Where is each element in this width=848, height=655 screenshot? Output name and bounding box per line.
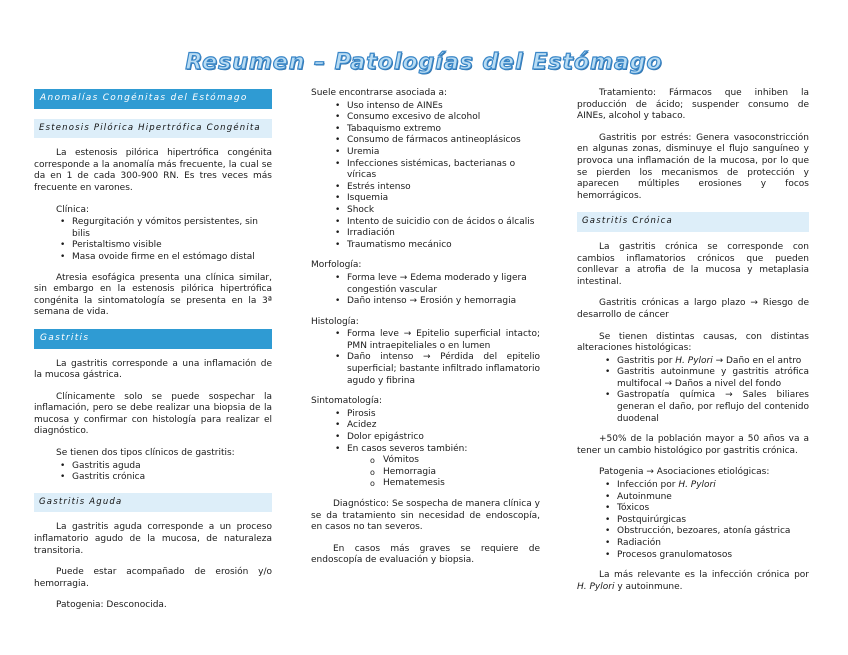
paragraph-aguda-1: La gastritis aguda corresponde a un proceso inflamatorio agudo de la mucosa, de naturaleza transitoria. (34, 522, 272, 556)
paragraph-gastritis-2: Clínicamente solo se puede sospechar la inflamación, pero se debe realizar una biopsia de la mucosa y confirmar con histología para realizar el diagnóstico. (34, 391, 272, 437)
paragraph-patogenia: Patogenia: Desconocida. (56, 600, 167, 611)
label-morfologia: Morfología: (311, 260, 362, 271)
list-item: • Irradiación (347, 228, 540, 240)
section-header-gastritis: Gastritis (34, 329, 272, 349)
paragraph-tratamiento: Tratamiento: Fármacos que inhiben la producción de ácido; suspender consumo de AINEs, alcohol y tabaco. (577, 88, 809, 122)
list-item: • Gastritis crónica (72, 472, 272, 484)
list-item: • Infecciones sistémicas, bacterianas o víricas (347, 159, 540, 182)
list-item: • Uso intenso de AINEs (347, 101, 540, 113)
list-item: • Pirosis (347, 409, 540, 421)
paragraph-relevante: La más relevante es la infección crónica por H. Pylori y autoinmune. (577, 570, 809, 592)
list-item: • Procesos granulomatosos (617, 550, 809, 562)
subsection-header-estenosis: Estenosis Pilórica Hipertrófica Congénita (34, 119, 272, 139)
list-item: • Peristaltismo visible (72, 240, 272, 252)
label-patogenia: Patogenia → Asociaciones etiológicas: (599, 467, 770, 478)
list-histologia (311, 329, 540, 387)
paragraph-causas: Se tienen distintas causas, con distintas alteraciones histológicas: (577, 331, 809, 354)
list-item: • Tóxicos (617, 503, 809, 515)
list-causas (577, 356, 809, 426)
list-item: • Gastropatía química → Sales biliares generan el daño, por reflujo del contenido duodenal (617, 390, 809, 425)
list-tipos (34, 461, 272, 484)
subsection-header-aguda: Gastritis Aguda (34, 493, 272, 513)
paragraph-aguda-2: Puede estar acompañado de erosión y/o hemorragia. (34, 567, 272, 589)
label-histologia: Histología: (311, 316, 359, 327)
list-item: • Forma leve → Edema moderado y ligera congestión vascular (347, 273, 540, 296)
list-item: • Traumatismo mecánico (347, 240, 540, 252)
label-sintomatologia: Sintomatología: (311, 396, 383, 407)
list-item: • Forma leve → Epitelio superficial intacto; PMN intraepiteliales o en lumen (347, 329, 540, 352)
list-item: • Obstrucción, bezoares, atonía gástrica (617, 526, 809, 538)
list-severos (311, 455, 540, 490)
list-item: • Isquemia (347, 193, 540, 205)
list-item: • Gastritis aguda (72, 461, 272, 473)
list-asociada (311, 101, 540, 252)
section-header-anomalias: Anomalías Congénitas del Estómago (34, 89, 272, 109)
list-item: • Estrés intenso (347, 182, 540, 194)
list-item: o Vómitos (383, 455, 540, 467)
list-item: • Radiación (617, 538, 809, 550)
list-clinica (34, 217, 272, 263)
list-item: • Gastritis autoinmune y gastritis atrófica multifocal → Daños a nivel del fondo (617, 367, 809, 390)
paragraph-poblacion: +50% de la población mayor a 50 años va a tener un cambio histológico por gastritis crónica. (577, 434, 809, 456)
list-item: o Hematemesis (383, 478, 540, 490)
list-item: • Autoinmune (617, 492, 809, 504)
column-1 (34, 88, 272, 622)
list-morfologia (311, 273, 540, 308)
list-item: • Uremia (347, 147, 540, 159)
list-item: • Intento de suicidio con de ácidos o álcalis (347, 217, 540, 229)
label-clinica: Clínica: (56, 204, 89, 215)
list-item: • Postquirúrgicas (617, 515, 809, 527)
paragraph-estenosis: La estenosis pilórica hipertrófica congénita corresponde a la anomalía más frecuente, la cual se da en 1 de cada 300-900 RN. Es tres veces más frecuente en varones. (34, 148, 272, 193)
list-item: • Shock (347, 205, 540, 217)
list-item: • Consumo de fármacos antineoplásicos (347, 135, 540, 147)
list-item: • Consumo excesivo de alcohol (347, 112, 540, 124)
column-3 (577, 88, 809, 603)
list-item: • Daño intenso → Pérdida del epitelio superficial; bastante infiltrado inflamatorio agudo y fibrina (347, 352, 540, 387)
list-item: • Dolor epigástrico (347, 432, 540, 444)
list-item: • Gastritis por H. Pylori → Daño en el antro (617, 356, 809, 368)
label-tipos: Se tienen dos tipos clínicos de gastritis: (56, 448, 235, 459)
list-patogenia (577, 480, 809, 561)
list-item: • Masa ovoide firme en el estómago distal (72, 252, 272, 264)
paragraph-graves: En casos más graves se requiere de endoscopía de evaluación y biopsia. (311, 543, 540, 566)
paragraph-estres: Gastritis por estrés: Genera vasoconstricción en algunas zonas, disminuye el flujo sanguíneo y provoca una inflamación de la mucosa, por lo que se pierden los mecanismos de protección y aparecen múltiples erosiones y focos hemorrágicos. (577, 132, 809, 201)
list-item: o Hemorragia (383, 467, 540, 479)
list-item: • Tabaquismo extremo (347, 124, 540, 136)
list-item: • Regurgitación y vómitos persistentes, sin bilis (72, 217, 272, 240)
list-sintomatologia (311, 409, 540, 455)
column-2 (311, 88, 540, 577)
subsection-header-cronica: Gastritis Crónica (577, 212, 809, 232)
label-asociada: Suele encontrarse asociada a: (311, 88, 448, 98)
document-title: Resumen – Patologías del Estómago (185, 50, 663, 75)
paragraph-diagnostico: Diagnóstico: Se sospecha de manera clínica y se da tratamiento sin necesidad de endoscopía, en casos no tan severos. (311, 499, 540, 533)
paragraph-gastritis-1: La gastritis corresponde a una inflamación de la mucosa gástrica. (34, 358, 272, 381)
list-item: • Acidez (347, 420, 540, 432)
paragraph-atresia: Atresia esofágica presenta una clínica similar, sin embargo en la estenosis pilórica hipertrófica congénita la sintomatología se presenta en la 3ª semana de vida. (34, 272, 272, 318)
list-item: • En casos severos también: (347, 444, 540, 456)
list-item: • Infección por H. Pylori (617, 480, 809, 492)
list-item: • Daño intenso → Erosión y hemorragia (347, 296, 540, 308)
paragraph-cronica-1: La gastritis crónica se corresponde con cambios inflamatorios crónicos que pueden conllevar a atrofia de la mucosa y metaplasia intestinal. (577, 241, 809, 287)
paragraph-cronica-2: Gastritis crónicas a largo plazo → Riesgo de desarrollo de cáncer (577, 298, 809, 320)
